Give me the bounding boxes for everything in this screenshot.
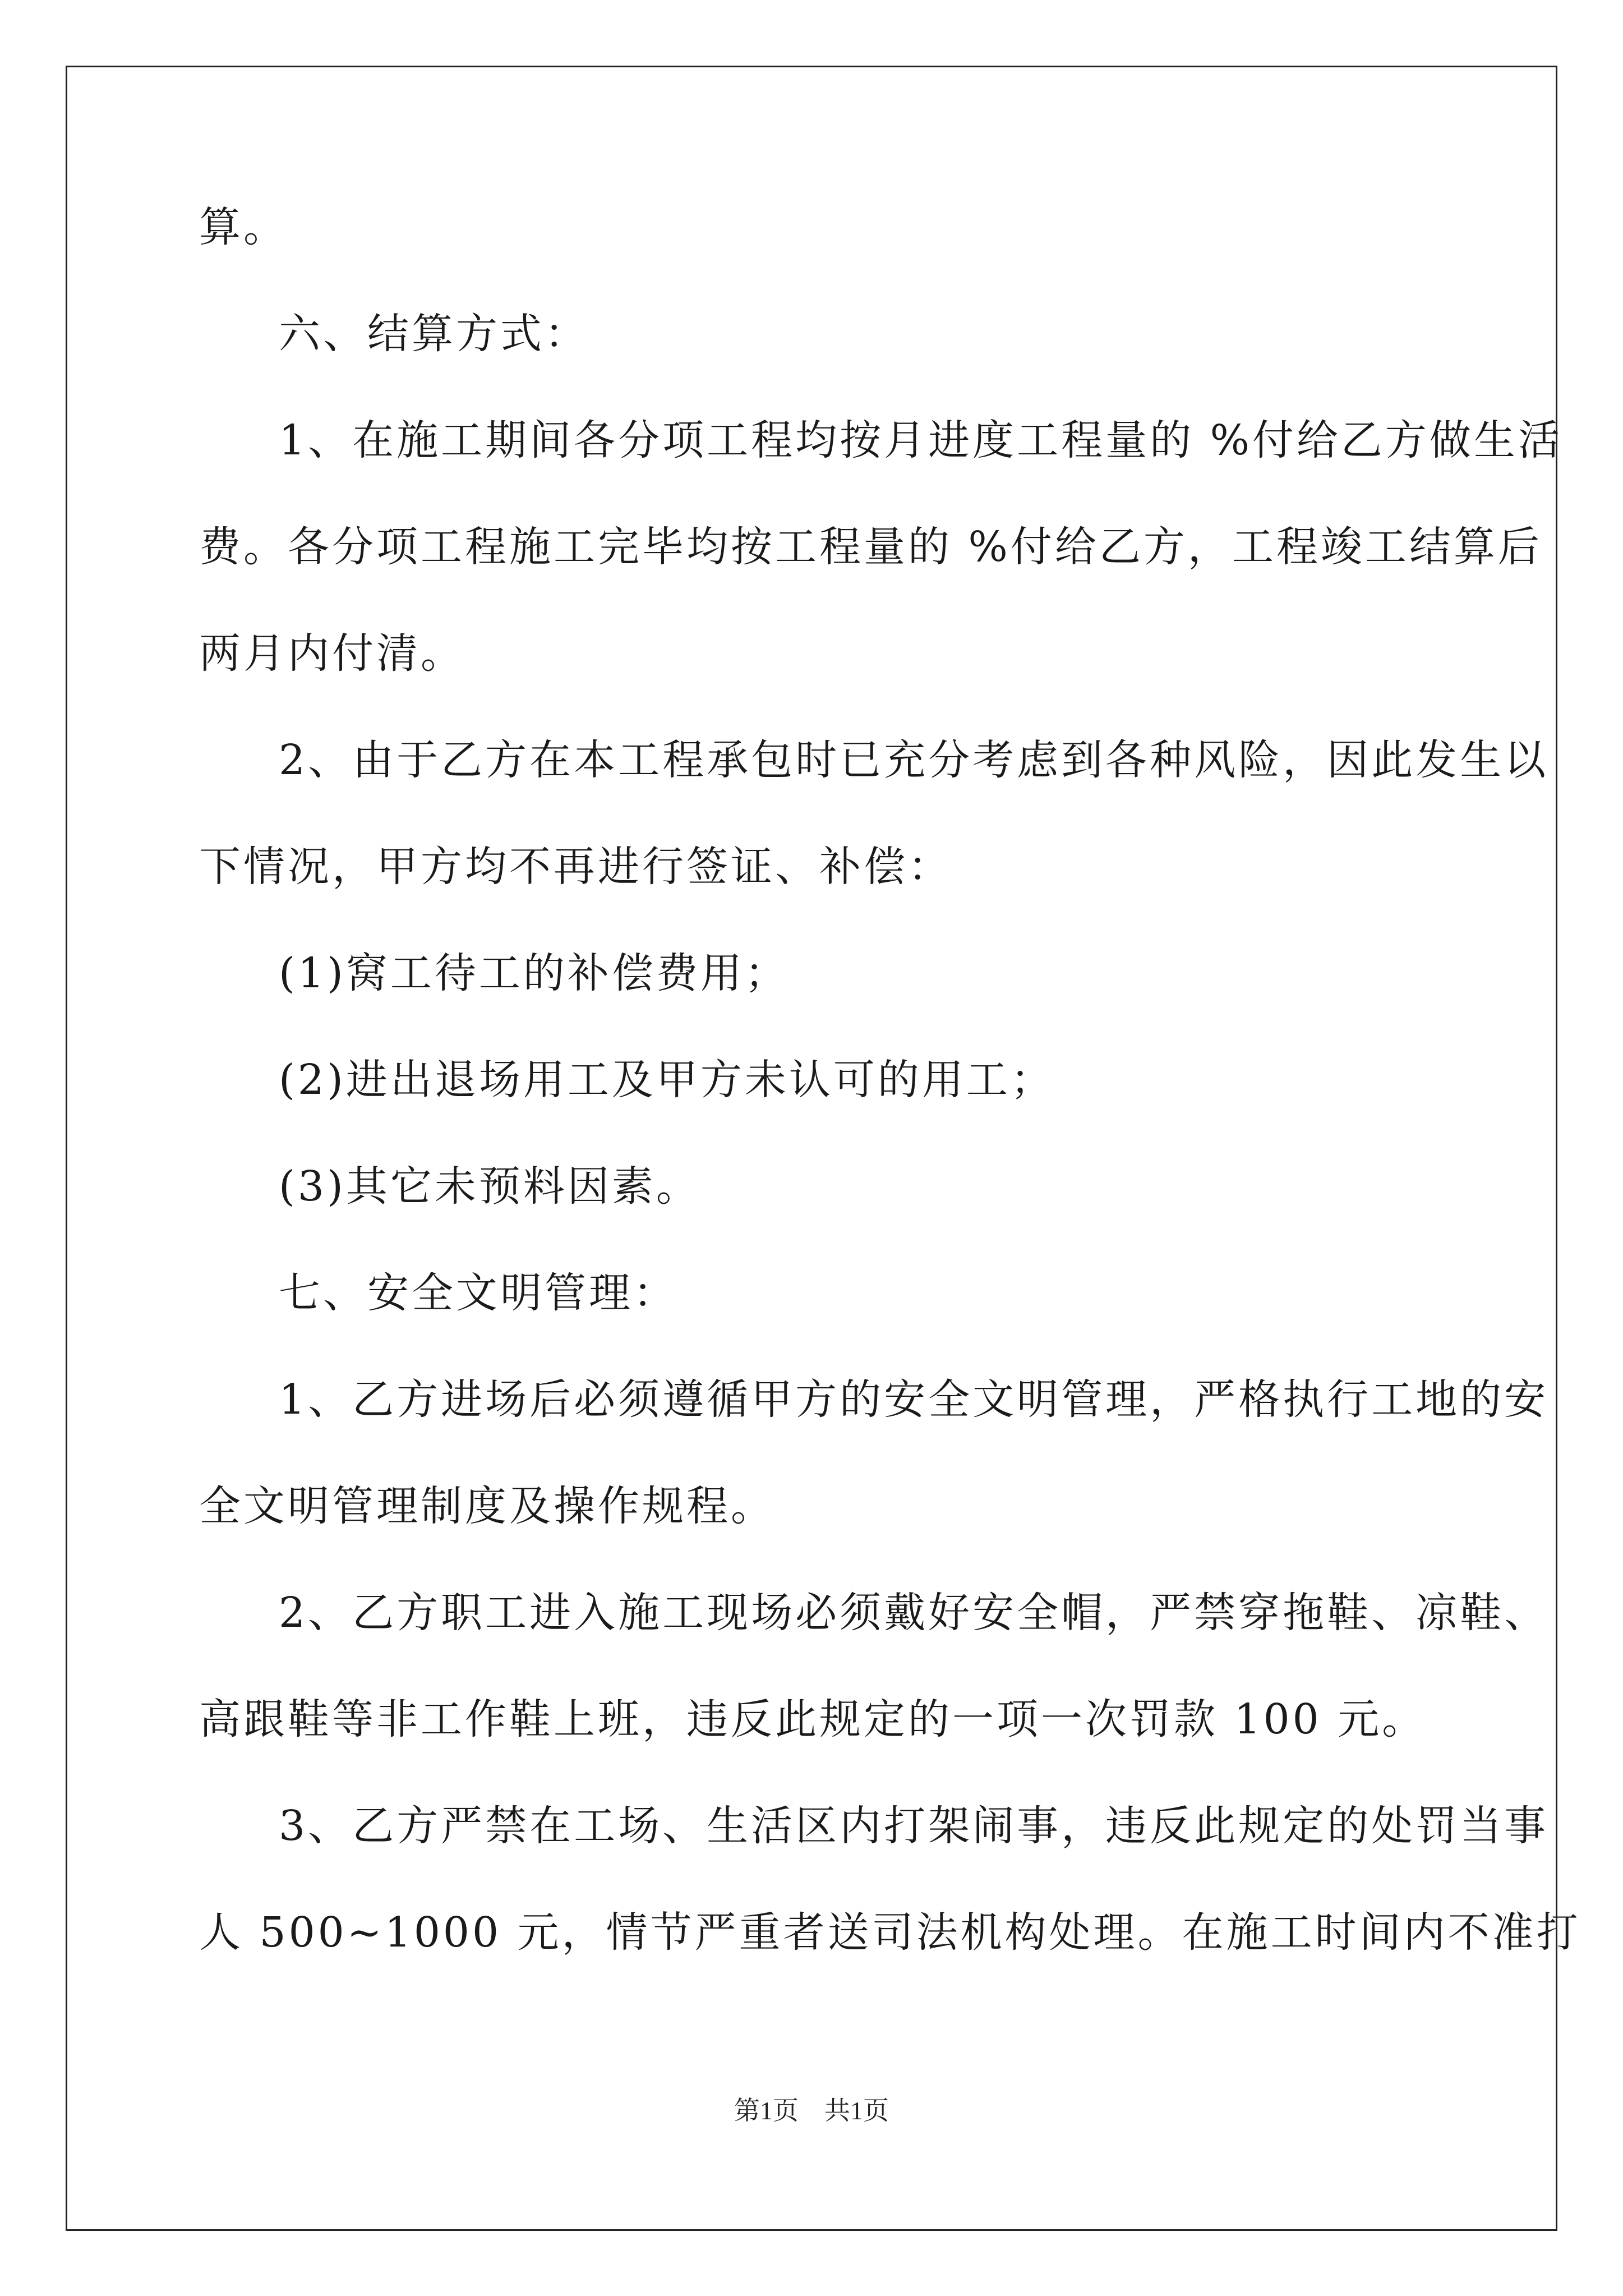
- section-heading: 六、结算方式：: [279, 310, 589, 358]
- text-line: 算。: [199, 203, 288, 251]
- text-line: 3、乙方严禁在工场、生活区内打架闹事，违反此规定的处罚当事: [279, 1802, 1549, 1850]
- text-line: 两月内付清。: [199, 629, 465, 678]
- text-line: 人 500~1000 元，情节严重者送司法机构处理。在施工时间内不准打: [199, 1908, 1581, 1957]
- section-heading: 七、安全文明管理：: [279, 1269, 677, 1317]
- text-line: 1、乙方进场后必须遵循甲方的安全文明管理，严格执行工地的安: [279, 1375, 1549, 1424]
- text-line: 费。各分项工程施工完毕均按工程量的 %付给乙方，工程竣工结算后: [199, 523, 1542, 571]
- text-line: 2、乙方职工进入施工现场必须戴好安全帽，严禁穿拖鞋、凉鞋、: [279, 1589, 1549, 1637]
- text-line: 2、由于乙方在本工程承包时已充分考虑到各种风险，因此发生以: [279, 736, 1549, 784]
- text-line: 下情况，甲方均不再进行签证、补偿：: [199, 843, 952, 891]
- list-item: (2)进出退场用工及甲方未认可的用工；: [279, 1056, 1055, 1104]
- text-line: 全文明管理制度及操作规程。: [199, 1482, 775, 1530]
- page-number-footer: 第1页 共1页: [734, 2096, 889, 2125]
- list-item: (1)窝工待工的补偿费用；: [279, 949, 789, 997]
- page-border: [66, 66, 1557, 2231]
- list-item: (3)其它未预料因素。: [279, 1162, 700, 1211]
- text-line: 高跟鞋等非工作鞋上班，违反此规定的一项一次罚款 100 元。: [199, 1695, 1427, 1743]
- text-line: 1、在施工期间各分项工程均按月进度工程量的 %付给乙方做生活: [279, 416, 1562, 464]
